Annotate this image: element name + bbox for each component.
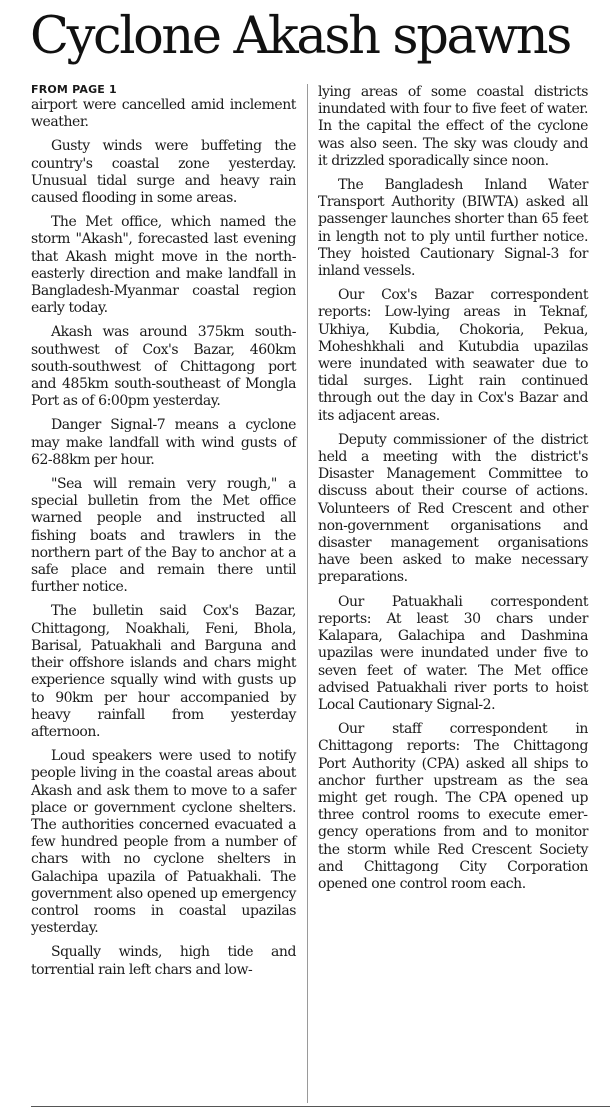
paragraph: Our staff correspondent in Chittagong reports: The Chittagong Port Authority (CPA) asked all ships to anchor further upstream as the sea might get rough. The CPA opened up three control rooms to execute emergency operations from and to monitor the storm while Red Crescent Society and Chittagong City Corporation opened one control room each. [318,721,588,892]
paragraph: lying areas of some coastal districts inundated with four to five feet of water. In the capital the effect of the cyclone was also seen. The sky was cloudy and it drizzled sporadically since noon. [318,84,588,169]
column-divider [307,84,308,1103]
paragraph: Our Cox's Bazar correspondent reports: Low-lying areas in Teknaf, Ukhiya, Kubdia, Chokoria, Pekua, Moheshkhali and Kutubdia upazilas were inundated with seawater due to tidal surges. Light rain continued through out the day in Cox's Bazar and its adjacent areas. [318,287,588,424]
paragraph: "Sea will remain very rough," a special bulletin from the Met office warned people and instructed all fishing boats and trawlers in the northern part of the Bay to anchor at a safe place and remain there until further notice. [31,476,296,596]
paragraph: Squally winds, high tide and torrential rain left chars and low- [31,944,296,978]
paragraph: Akash was around 375km south-southwest of Cox's Bazar, 460km south-southwest of Chittagong port and 485km south-southeast of Mongla Port as of 6:00pm yesterday. [31,324,296,410]
paragraph: Loud speakers were used to notify people living in the coastal areas about Akash and ask them to move to a safer place or government cyclone shelters. The authorities concerned evacuated a few hundred people from a number of chars with no cyclone shelters in Galachipa upazila of Patuakhali. The government also opened up emergency control rooms in coastal upazilas yesterday. [31,748,296,937]
paragraph: The bulletin said Cox's Bazar, Chittagong, Noakhali, Feni, Bhola, Barisal, Patuakhali and Barguna and their offshore islands and chars might experience squally wind with gusts up to 90km per hour accompanied by heavy rainfall from yesterday afternoon. [31,603,296,740]
paragraph: Danger Signal-7 means a cyclone may make landfall with wind gusts of 62-88km per hour. [31,417,296,468]
left-column [31,83,296,986]
headline: Cyclone Akash spawns [30,7,570,66]
paragraph: Gusty winds were buffeting the country's coastal zone yesterday. Unusual tidal surge and heavy rain caused flooding in some areas. [31,138,296,207]
paragraph: The Met office, which named the storm "Akash", forecasted last evening that Akash might move in the north-easterly direction and make landfall in Bangladesh-Myanmar coastal region early today. [31,214,296,317]
paragraph: Our Patuakhali correspondent reports: At least 30 chars under Kalapara, Galachipa and Dashmina upazilas were inundated under five to seven feet of water. The Met office advised Patuakhali river ports to hoist Local Cautionary Signal-2. [318,593,588,713]
continued-label: FROM PAGE 1 [31,83,117,96]
paragraph: airport were cancelled amid inclement weather. [31,97,296,131]
paragraph: The Bangladesh Inland Water Transport Authority (BIWTA) asked all passenger launches shorter than 65 feet in length not to ply until further notice. They hoisted Cautionary Signal-3 for inland vessels. [318,177,588,280]
bottom-rule [31,1106,610,1107]
right-column [318,84,588,900]
paragraph: Deputy commissioner of the district held a meeting with the district's Disaster Management Committee to discuss about their course of actions. Volunteers of Red Crescent and other non-government organisations and disaster management organisations have been asked to make necessary preparations. [318,431,588,586]
